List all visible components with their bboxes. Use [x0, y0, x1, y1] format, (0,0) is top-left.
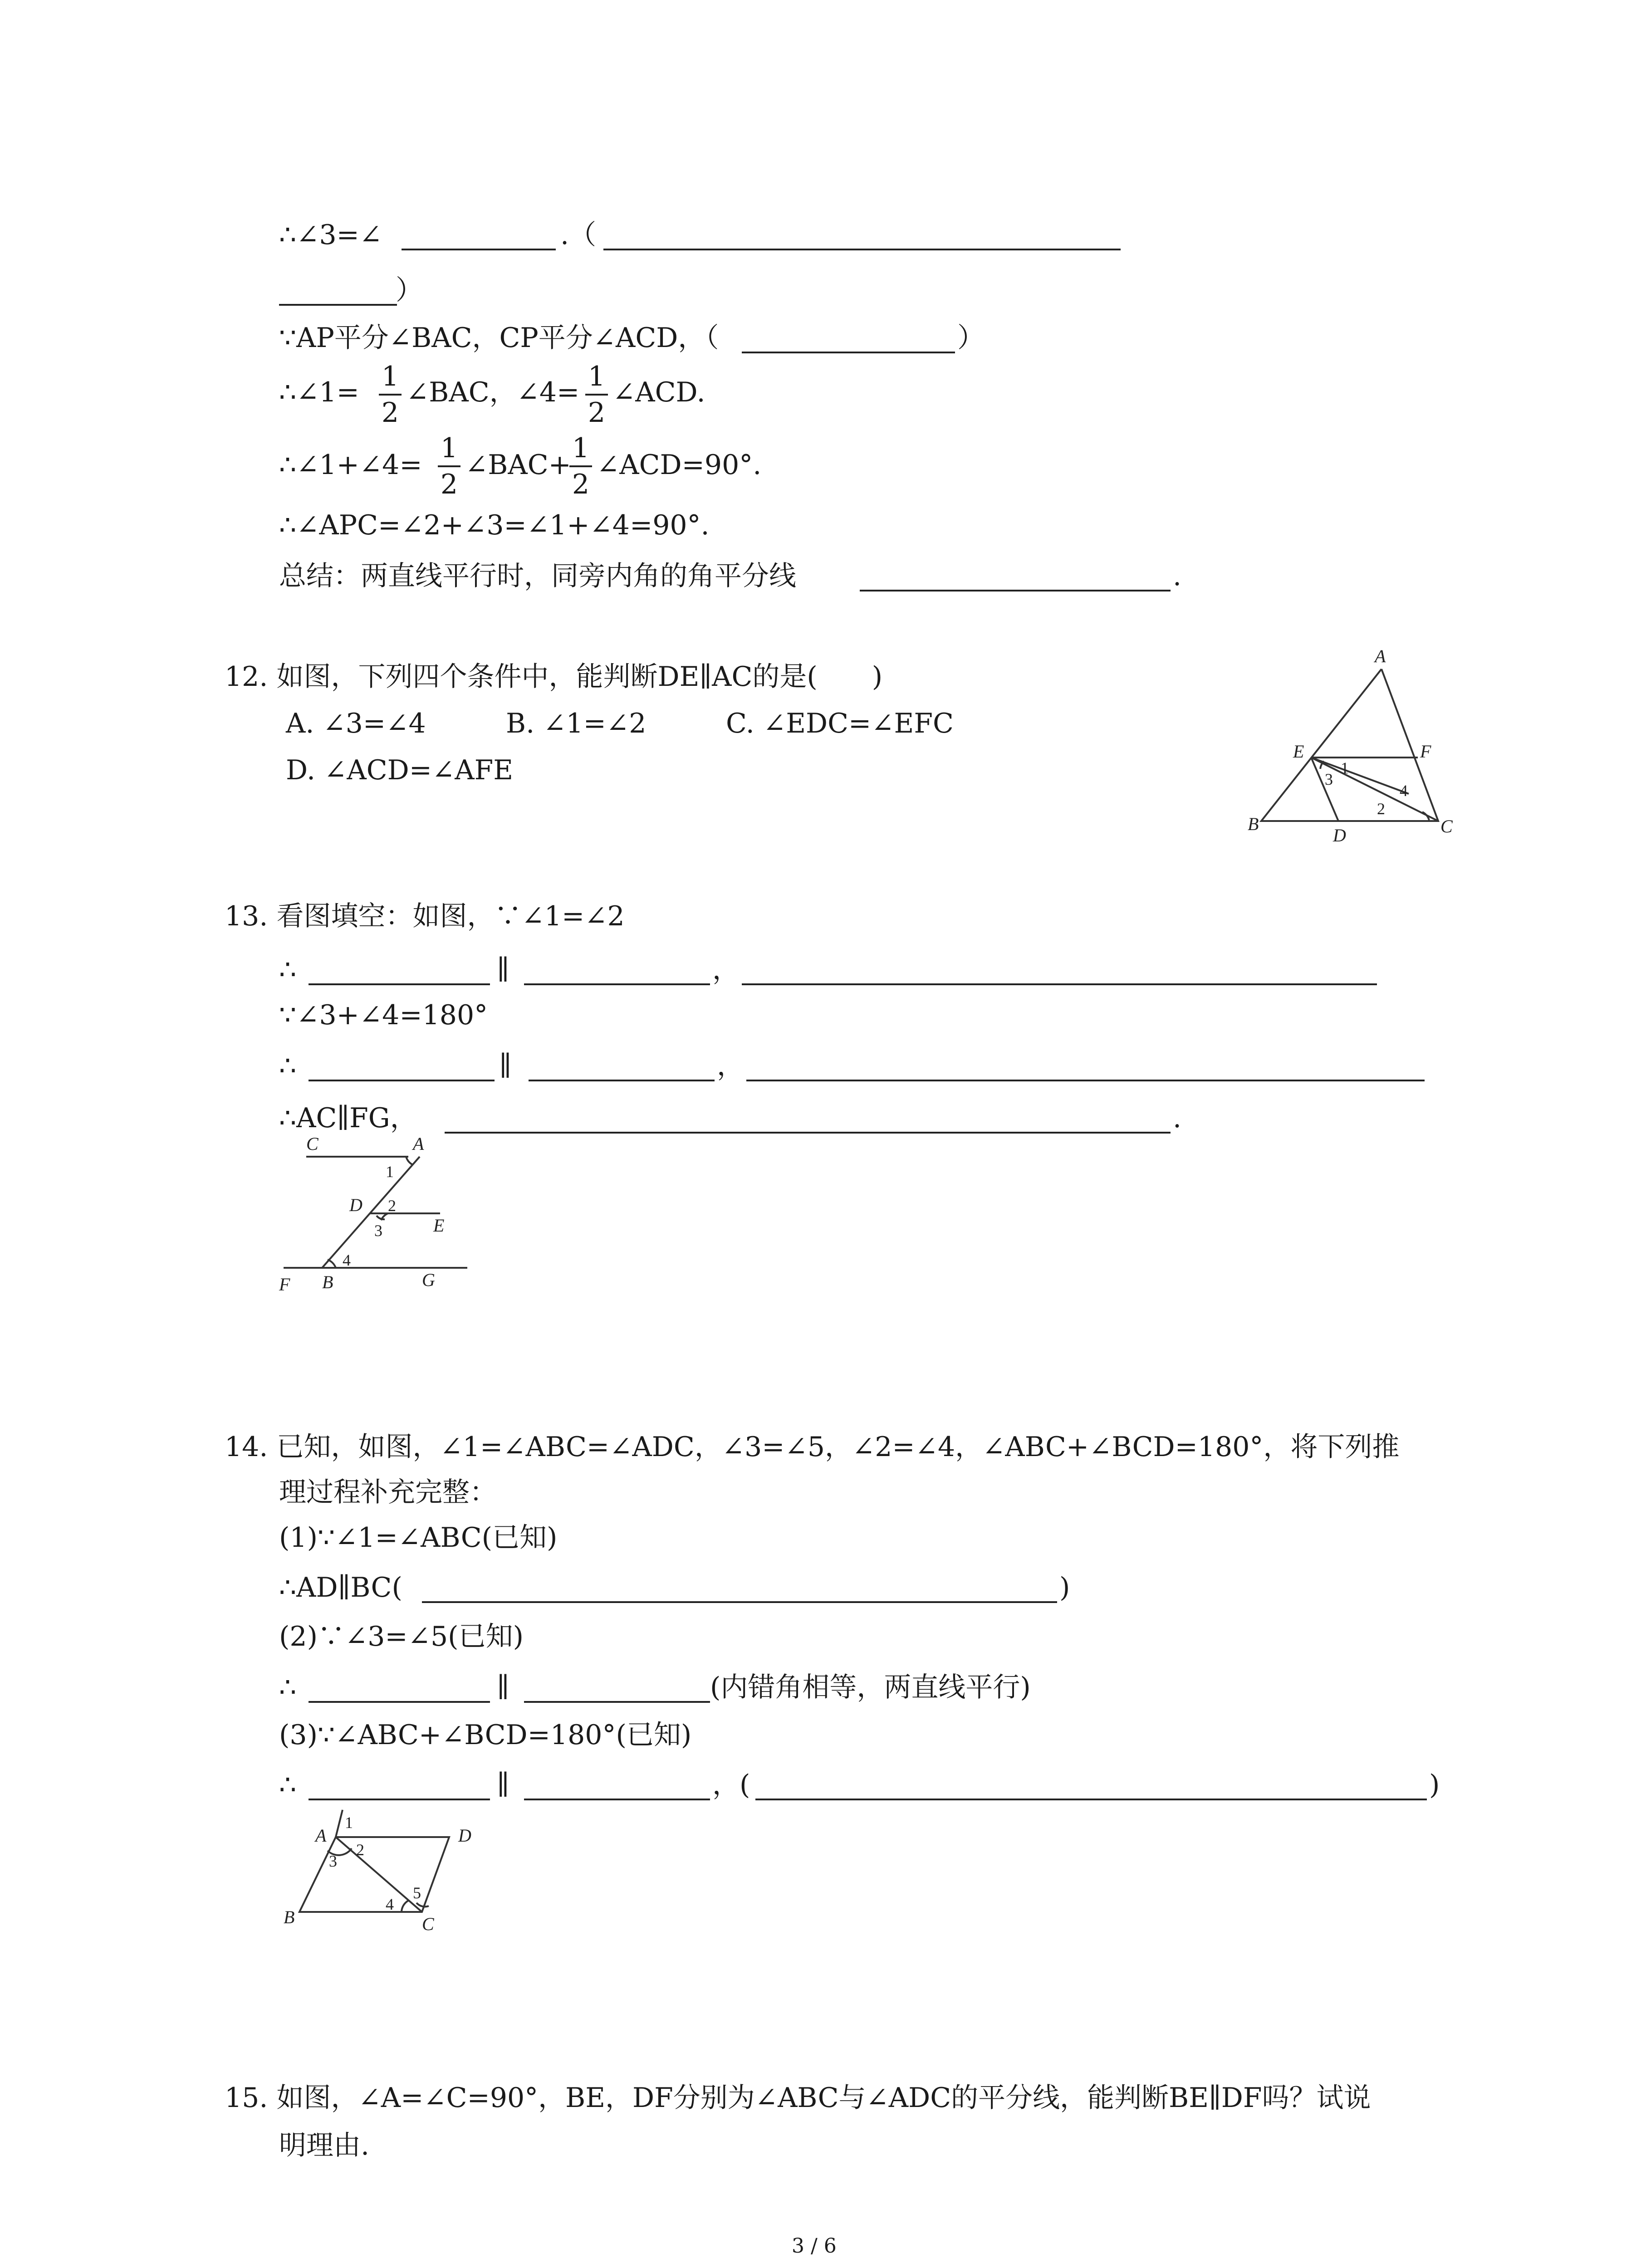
svg-text:D: D [458, 1825, 471, 1846]
q13-blank-2b[interactable] [529, 1080, 715, 1081]
svg-text:F: F [279, 1274, 290, 1295]
q12-stem: 12. 如图，下列四个条件中，能判断DE∥AC的是( ) [225, 661, 883, 693]
q13-blank-1b[interactable] [524, 983, 710, 985]
svg-text:4: 4 [343, 1251, 351, 1269]
q14-close-3: ) [1429, 1769, 1440, 1801]
q14-blank-3a[interactable] [309, 1799, 490, 1800]
q12-option-c[interactable]: C. ∠EDC=∠EFC [726, 708, 954, 739]
fraction-half: 1 2 [569, 435, 592, 498]
svg-text:B: B [1248, 814, 1259, 834]
proof-line-4c: ∠ACD=90°. [597, 449, 762, 481]
q14-parallel-2: ∥ [497, 1672, 509, 1703]
svg-text:C: C [1440, 816, 1453, 836]
q14-figure [272, 1801, 508, 1937]
q15-stem-2: 明理由. [279, 2130, 370, 2161]
svg-text:F: F [1420, 741, 1431, 762]
proof-line-1: ∴∠3=∠ [279, 219, 382, 251]
q13-parallel-2: ∥ [499, 1050, 512, 1082]
q13-therefore-2: ∴ [279, 1050, 297, 1082]
q13-conclusion: ∴AC∥FG， [279, 1102, 417, 1134]
svg-text:1: 1 [345, 1813, 353, 1832]
svg-text:A: A [315, 1825, 327, 1846]
svg-text:B: B [322, 1272, 333, 1292]
proof-line-3c: ∠ACD. [612, 376, 705, 408]
q12-figure [1243, 644, 1470, 848]
q13-therefore-1: ∴ [279, 954, 297, 986]
q14-therefore-3: ∴ [279, 1769, 297, 1801]
svg-text:B: B [284, 1907, 295, 1927]
q13-comma-2: ， [717, 1050, 744, 1082]
fraction-half: 1 2 [438, 435, 460, 498]
q15-stem-1: 15. 如图，∠A=∠C=90°，BE，DF分别为∠ABC与∠ADC的平分线，能判断BE∥DF吗？试说 [225, 2082, 1371, 2114]
svg-text:2: 2 [1377, 800, 1385, 818]
q14-step-3: (2)∵∠3=∠5(已知) [279, 1621, 524, 1652]
q14-blank-2b[interactable] [524, 1701, 710, 1703]
q14-blank-reason-1[interactable] [422, 1601, 1057, 1603]
q13-blank-2-reason[interactable] [746, 1080, 1425, 1081]
svg-text:C: C [306, 1134, 318, 1154]
q13-blank-2a[interactable] [309, 1080, 495, 1081]
blank-angle3[interactable] [402, 249, 556, 250]
q14-step-1: (1)∵∠1=∠ABC(已知) [279, 1522, 558, 1554]
q14-blank-3b[interactable] [524, 1799, 710, 1800]
svg-text:A: A [413, 1134, 424, 1154]
q14-step-5: (3)∵∠ABC+∠BCD=180°(已知) [279, 1719, 692, 1751]
q13-figure [272, 1134, 508, 1297]
svg-text:4: 4 [1400, 782, 1408, 800]
proof-line-2: ∵AP平分∠BAC，CP平分∠ACD，（ [279, 322, 719, 354]
svg-text:G: G [422, 1270, 435, 1290]
q12-option-d[interactable]: D. ∠ACD=∠AFE [286, 754, 514, 786]
proof-line-2-close: ） [957, 322, 985, 354]
q14-reason-2: (内错角相等，两直线平行) [710, 1672, 1031, 1703]
summary-line: 总结：两直线平行时，同旁内角的角平分线 [279, 560, 796, 592]
fraction-half: 1 2 [585, 363, 608, 426]
q14-stem-2: 理过程补充完整： [279, 1476, 497, 1508]
page-number: 3 / 6 [792, 2234, 837, 2258]
q12-option-b[interactable]: B. ∠1=∠2 [506, 708, 647, 739]
q13-blank-3-reason[interactable] [445, 1132, 1171, 1134]
q14-blank-reason-3[interactable] [755, 1799, 1427, 1800]
proof-line-1-close: ） [396, 274, 423, 306]
q14-step-2-close: ) [1059, 1572, 1070, 1603]
q14-therefore-2: ∴ [279, 1672, 297, 1703]
proof-line-3a: ∴∠1= [279, 376, 359, 408]
q13-blank-1-reason[interactable] [742, 983, 1377, 985]
svg-text:D: D [349, 1195, 362, 1215]
svg-text:1: 1 [1341, 759, 1349, 777]
svg-text:3: 3 [329, 1852, 337, 1870]
svg-text:2: 2 [356, 1841, 364, 1859]
svg-text:1: 1 [386, 1163, 394, 1181]
summary-dot: . [1173, 560, 1182, 592]
svg-text:4: 4 [386, 1895, 394, 1913]
svg-text:3: 3 [1325, 770, 1333, 788]
q13-dot: . [1173, 1102, 1182, 1134]
svg-text:E: E [1293, 741, 1304, 762]
q13-stem: 13. 看图填空：如图，∵∠1=∠2 [225, 900, 625, 932]
q13-parallel-1: ∥ [497, 954, 509, 986]
blank-summary[interactable] [860, 590, 1171, 591]
blank-reason-1b[interactable] [279, 304, 397, 306]
fraction-half: 1 2 [379, 363, 402, 426]
q14-comma-3: ，( [712, 1769, 750, 1801]
q13-comma-1: ， [712, 954, 740, 986]
svg-text:3: 3 [374, 1222, 382, 1240]
blank-reason-1a[interactable] [603, 249, 1121, 250]
proof-line-4a: ∴∠1+∠4= [279, 449, 422, 481]
blank-reason-2[interactable] [742, 352, 955, 353]
proof-line-4b: ∠BAC+ [465, 449, 571, 481]
q14-parallel-3: ∥ [497, 1769, 509, 1801]
q14-stem-1: 14. 已知，如图，∠1=∠ABC=∠ADC，∠3=∠5，∠2=∠4，∠ABC+∠BCD=180°，将下列推 [225, 1431, 1400, 1463]
q12-option-a[interactable]: A. ∠3=∠4 [286, 708, 426, 739]
proof-line-1-paren: .（ [560, 219, 597, 251]
svg-text:5: 5 [413, 1884, 421, 1902]
proof-line-5: ∴∠APC=∠2+∠3=∠1+∠4=90°. [279, 509, 710, 541]
svg-text:C: C [422, 1914, 434, 1934]
q13-blank-1a[interactable] [309, 983, 490, 985]
proof-line-3b: ∠BAC，∠4= [406, 376, 580, 408]
svg-text:2: 2 [388, 1197, 396, 1215]
q14-blank-2a[interactable] [309, 1701, 490, 1703]
q14-step-2: ∴AD∥BC( [279, 1572, 402, 1603]
svg-text:A: A [1375, 646, 1386, 666]
svg-text:D: D [1333, 825, 1346, 846]
q13-because-2: ∵∠3+∠4=180° [279, 999, 488, 1031]
svg-text:E: E [433, 1215, 445, 1236]
